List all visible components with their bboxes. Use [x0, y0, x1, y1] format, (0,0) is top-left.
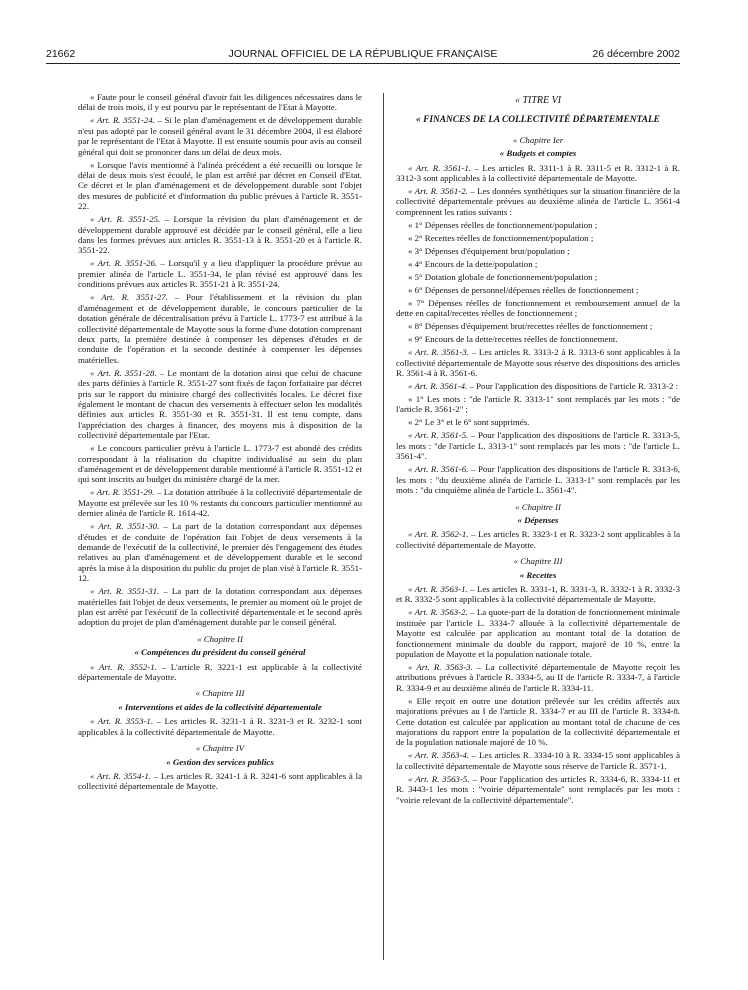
- paragraph-text: – Les articles R. 3331-1, R. 3331-3, R. 3332-1 à R. 3332-3 et R. 3332-5 sont applicables à la collectivité départementale de Mayotte.: [396, 583, 680, 605]
- paragraph-text: « Faute pour le conseil général d'avoir fait les diligences nécessaires dans le délai de trois mois, il y est pourvu par le représentant de l'Etat à Mayotte.: [78, 92, 362, 113]
- section-heading: « Dépenses: [517, 514, 559, 525]
- article-reference: « Art. R. 3563-4.: [408, 750, 470, 761]
- paragraph: [78, 292, 362, 365]
- title-heading: « TITRE VI: [514, 95, 562, 106]
- paragraph: [78, 368, 362, 441]
- paragraph: [78, 586, 362, 628]
- right-column: [396, 96, 680, 808]
- page-header: [46, 48, 680, 64]
- paragraph: [396, 246, 680, 256]
- chapter-heading: « Chapitre II: [197, 633, 243, 644]
- page-number: 21662: [46, 48, 76, 60]
- article-reference: « Art. R. 3561-5.: [408, 430, 469, 441]
- title-subheading: « FINANCES DE LA COLLECTIVITÉ DÉPARTEMENTALE: [416, 115, 660, 126]
- paragraph: [396, 298, 680, 319]
- paragraph: [396, 334, 680, 344]
- left-column: [78, 92, 362, 794]
- paragraph-text: – Les articles R. 3334-10 à R. 3334-15 sont applicables à la collectivité départementale de Mayotte sous réserve de l'article R. 3571-1.: [396, 750, 680, 771]
- article-reference: « Art. R. 3561-1.: [408, 162, 472, 173]
- article-reference: « Art. R. 3551-28.: [90, 367, 157, 378]
- article-reference: « Art. R. 3561-6.: [408, 464, 469, 475]
- article-reference: « Art. R. 3563-1.: [408, 583, 468, 594]
- article-reference: « Art. R. 3553-1.: [90, 716, 154, 727]
- paragraph: [78, 443, 362, 485]
- paragraph-text: – Lorsqu'il y a lieu d'appliquer la procédure prévue au premier alinéa de l'article L. 3551-34, le plan révisé est approuvé dans les conditions prévues aux articles R. 3551-21 à R. 3551-24.: [78, 258, 362, 290]
- paragraph-text: – La dotation attribuée à la collectivité départementale de Mayotte est prélevée sur les 10 % restants du concours particulier mentionné au dernier alinéa de l'article R. 1614-42.: [78, 487, 362, 519]
- paragraph: [396, 696, 680, 748]
- paragraph-text: – Pour l'application des articles R. 3334-6, R. 3334-11 et R. 3443-1 les mots : "voirie départementale" sont remplacés par les mots : "voirie relevant de la collectivité départementale".: [396, 773, 680, 805]
- paragraph-text: – La part de la dotation correspondant aux dépenses matérielles fait l'objet de deux versements, le premier au moment où le projet de plan est arrêté par l'exécutif de la collectivité départementale et le second après adoption du projet de plan d'aménagement durable par le conseil général.: [78, 586, 363, 628]
- section-heading: « Budgets et comptes: [499, 148, 577, 159]
- paragraph: [78, 92, 362, 113]
- article-reference: « Art. R. 3551-29.: [90, 487, 155, 498]
- paragraph-text: – Lorsque la révision du plan d'aménagement et de développement durable approuvé est décidée par le conseil général, elle a lieu dans les formes prévues aux articles R. 3551-13 à R. 3551-20 et à l'article R. 3551-22.: [78, 214, 362, 256]
- paragraph: [78, 521, 362, 583]
- column-separator: [383, 93, 384, 960]
- article-reference: « Art. R. 3551-25.: [90, 214, 161, 225]
- section-heading: « Gestion des services publics: [166, 756, 274, 767]
- paragraph-text: « 8° Dépenses d'équipement brut/recettes réelles de fonctionnement ;: [408, 321, 653, 332]
- article-reference: « Art. R. 3551-26.: [90, 258, 158, 269]
- paragraph-text: « 2° Le 3° et le 6° sont supprimés.: [408, 417, 530, 428]
- paragraph-text: – La collectivité départementale de Mayotte reçoit les attributions prévues à l'article R. 3334-5, au II de l'article R. 3334-7, à l'article R. 3334-9 et au deuxième alinéa de l'article R. 3334-11.: [396, 661, 680, 693]
- paragraph-text: – La quote-part de la dotation de fonctionnement minimale instituée par l'article L. 3334-7 allouée à la collectivité départementale de Mayotte est calculée par application au montant total de la dotation de fonctionnement minimale du double du rapport, majoré de 10 %, entre la population de Mayotte et la population nationale totale.: [396, 607, 680, 659]
- paragraph: [396, 430, 680, 461]
- paragraph-text: – Les articles R. 3241-1 à R. 3241-6 sont applicables à la collectivité départementale de Mayotte.: [78, 770, 362, 792]
- paragraph-text: « 9° Encours de la dette/recettes réelles de fonctionnement.: [408, 334, 618, 345]
- paragraph-text: – Les articles R. 3313-2 à R. 3313-6 sont applicables à la collectivité départementale de Mayotte sous réserve des dispositions des articles R. 3561-4 à R. 3561-6.: [396, 347, 680, 379]
- journal-title: JOURNAL OFFICIEL DE LA RÉPUBLIQUE FRANÇAISE: [228, 48, 498, 60]
- chapter-heading: « Chapitre Ier: [512, 134, 564, 145]
- paragraph: [396, 186, 680, 217]
- paragraph-text: « 5° Dotation globale de fonctionnement/population ;: [408, 271, 598, 282]
- paragraph: [396, 381, 680, 391]
- chapter-heading: « Chapitre IV: [195, 743, 245, 754]
- paragraph: [396, 529, 680, 550]
- paragraph: [78, 662, 362, 683]
- article-reference: « Art. R. 3563-5.: [408, 773, 470, 784]
- paragraph: [396, 272, 680, 282]
- article-reference: « Art. R. 3551-27.: [90, 292, 168, 303]
- paragraph: [396, 750, 680, 771]
- article-reference: « Art. R. 3552-1.: [90, 661, 157, 672]
- paragraph: [396, 662, 680, 693]
- paragraph-text: – Les données synthétiques sur la situation financière de la collectivité départementale prévues au deuxième alinéa de l'article L. 3561-4 comprennent les ratios suivants :: [396, 186, 680, 217]
- chapter-heading: « Chapitre II: [515, 501, 561, 512]
- chapter-heading: « Chapitre III: [195, 688, 245, 699]
- paragraph-text: – Si le plan d'aménagement et de développement durable n'est pas adopté par le conseil général avant le 31 décembre 2004, il est élaboré par le représentant de l'Etat à Mayotte. Il est ensuite soumis pour avis au conseil général qui doit se prononcer dans un délai de deux mois.: [78, 115, 362, 157]
- paragraph: [396, 774, 680, 805]
- article-reference: « Art. R. 3562-1.: [408, 529, 469, 540]
- paragraph-text: – Pour l'application des dispositions de l'article R. 3313-2 :: [467, 381, 679, 392]
- paragraph: [396, 584, 680, 605]
- paragraph: [396, 417, 680, 427]
- paragraph: [396, 607, 680, 659]
- paragraph-text: « Elle reçoit en outre une dotation prélevée sur les crédits affectés aux majorations prévues au I de l'article R. 3334-7 et au III de l'article R. 3334-8. Cette dotation est calculée par application au montant total de chacune de ces majorations du rapport entre la population de la collectivité départementale et de la population nationale majoré de 10 %.: [396, 695, 680, 748]
- article-reference: « Art. R. 3561-4.: [408, 381, 468, 392]
- paragraph-text: – Les articles R. 3311-1 à R. 3311-5 et R. 3312-1 à R. 3312-3 sont applicables à la collectivité départementale de Mayotte.: [396, 162, 680, 184]
- paragraph: [78, 214, 362, 256]
- paragraph: [396, 163, 680, 184]
- paragraph: [78, 487, 362, 518]
- paragraph: [78, 258, 362, 289]
- paragraph-text: « 3° Dépenses d'équipement brut/population ;: [408, 245, 570, 256]
- article-reference: « Art. R. 3551-24.: [90, 115, 155, 126]
- issue-date: 26 décembre 2002: [592, 48, 680, 60]
- paragraph: [396, 285, 680, 295]
- paragraph: [396, 394, 680, 415]
- paragraph-text: « 2° Recettes réelles de fonctionnement/population ;: [408, 232, 594, 243]
- article-reference: « Art. R. 3551-30.: [90, 521, 160, 532]
- paragraph: [396, 233, 680, 243]
- paragraph-text: – Le montant de la dotation ainsi que celui de chacune des parts définies à l'article R. 3551-27 sont fixés de façon forfaitaire par décret pris sur le rapport du ministre chargé des collectivités locales. Le décret fixe également le montant de chacun des versements à effectuer selon les modalités définies aux articles R. 3551-30 et R. 3551-31. Il est tenu compte, dans l'appréciation des charges à financer, des moyens mis à disposition de la collectivité départementale par l'Etat.: [78, 367, 362, 441]
- paragraph-text: – La part de la dotation correspondant aux dépenses d'études et de conduite de l'opération fait l'objet de deux versements à la demande de l'exécutif de la collectivité, le premier dès l'engagement des études relatives au plan d'aménagement et de développement durable et le second après la mise à la disposition du public du projet de plan visé à l'article R. 3551-12.: [78, 521, 362, 584]
- paragraph-text: « 4° Encours de la dette/population ;: [408, 258, 538, 269]
- section-heading: « Compétences du président du conseil général: [134, 647, 306, 658]
- article-reference: « Art. R. 3561-3.: [408, 347, 469, 358]
- paragraph-text: « 7° Dépenses réelles de fonctionnement et remboursement annuel de la dette en capital/recettes réelles de fonctionnement ;: [396, 297, 680, 319]
- header-rule: [46, 63, 680, 64]
- paragraph: [78, 771, 362, 792]
- article-reference: « Art. R. 3554-1.: [90, 770, 151, 781]
- paragraph-text: « 1° Dépenses réelles de fonctionnement/population ;: [408, 219, 598, 230]
- chapter-heading: « Chapitre III: [513, 556, 563, 567]
- article-reference: « Art. R. 3563-3.: [408, 661, 473, 672]
- paragraph-text: « Le concours particulier prévu à l'article L. 1773-7 est abondé des crédits correspondant à la réalisation du chapitre individualisé au sein du plan d'aménagement et de développement durable mentionné à l'article R. 3551-12 et qui sont inscrits au budget du ministère chargé de la mer.: [78, 443, 362, 485]
- section-heading: « Recettes: [519, 569, 557, 580]
- paragraph-text: – Pour l'application des dispositions de l'article R. 3313-5, les mots : "de l'article L. 3313-1" sont remplacés par les mots : "de l'article L. 3561-4".: [396, 430, 680, 462]
- section-heading: « Interventions et aides de la collectivité départementale: [118, 701, 322, 712]
- paragraph-text: « 1° Les mots : "de l'article R. 3313-1" sont remplacés par les mots : "de l'article R. 3561-2" ;: [396, 394, 680, 415]
- paragraph: [396, 220, 680, 230]
- paragraph: [78, 115, 362, 157]
- article-reference: « Art. R. 3551-31.: [90, 586, 160, 597]
- paragraph: [78, 160, 362, 212]
- paragraph-text: « Lorsque l'avis mentionné à l'alinéa précédent a été recueilli ou lorsque le délai de deux mois s'est écoulé, le plan est arrêté par décret en Conseil d'Etat. Ce décret et le plan d'aménagement et de développement durable sont l'objet des mesures de publicité et d'information du public prévues à l'article R. 3551-22.: [78, 159, 362, 212]
- paragraph-text: « 6° Dépenses de personnel/dépenses réelles de fonctionnement ;: [408, 284, 639, 295]
- paragraph: [396, 464, 680, 495]
- article-reference: « Art. R. 3563-2.: [408, 607, 468, 618]
- paragraph-text: – Pour l'application des dispositions de l'article R. 3313-6, les mots : "du deuxième alinéa de l'article L. 3313-1" sont remplacés par les mots : "du cinquième alinéa de l'article L. 3561-4".: [396, 464, 680, 496]
- paragraph: [78, 716, 362, 737]
- paragraph-text: – Les articles R. 3323-1 et R. 3323-2 sont applicables à la collectivité départementale de Mayotte.: [396, 529, 680, 550]
- paragraph-text: – Pour l'établissement et la révision du plan d'aménagement et de développement durable, le concours particulier de la dotation générale de décentralisation prévu à l'article L. 1773-7 est attribué à la collectivité départementale de Mayotte sous la forme d'une dotation comprenant deux parts, la première destinée à compenser les dépenses d'études et de conduite de l'opération et la seconde destinée à compenser les dépenses matérielles.: [78, 292, 362, 365]
- article-reference: « Art. R. 3561-2.: [408, 186, 468, 197]
- paragraph-text: – L'article R. 3221-1 est applicable à la collectivité départementale de Mayotte.: [78, 661, 362, 683]
- paragraph: [396, 321, 680, 331]
- paragraph: [396, 259, 680, 269]
- paragraph-text: – Les articles R. 3231-1 à R. 3231-3 et R. 3232-1 sont applicables à la collectivité départementale de Mayotte.: [78, 716, 362, 737]
- paragraph: [396, 347, 680, 378]
